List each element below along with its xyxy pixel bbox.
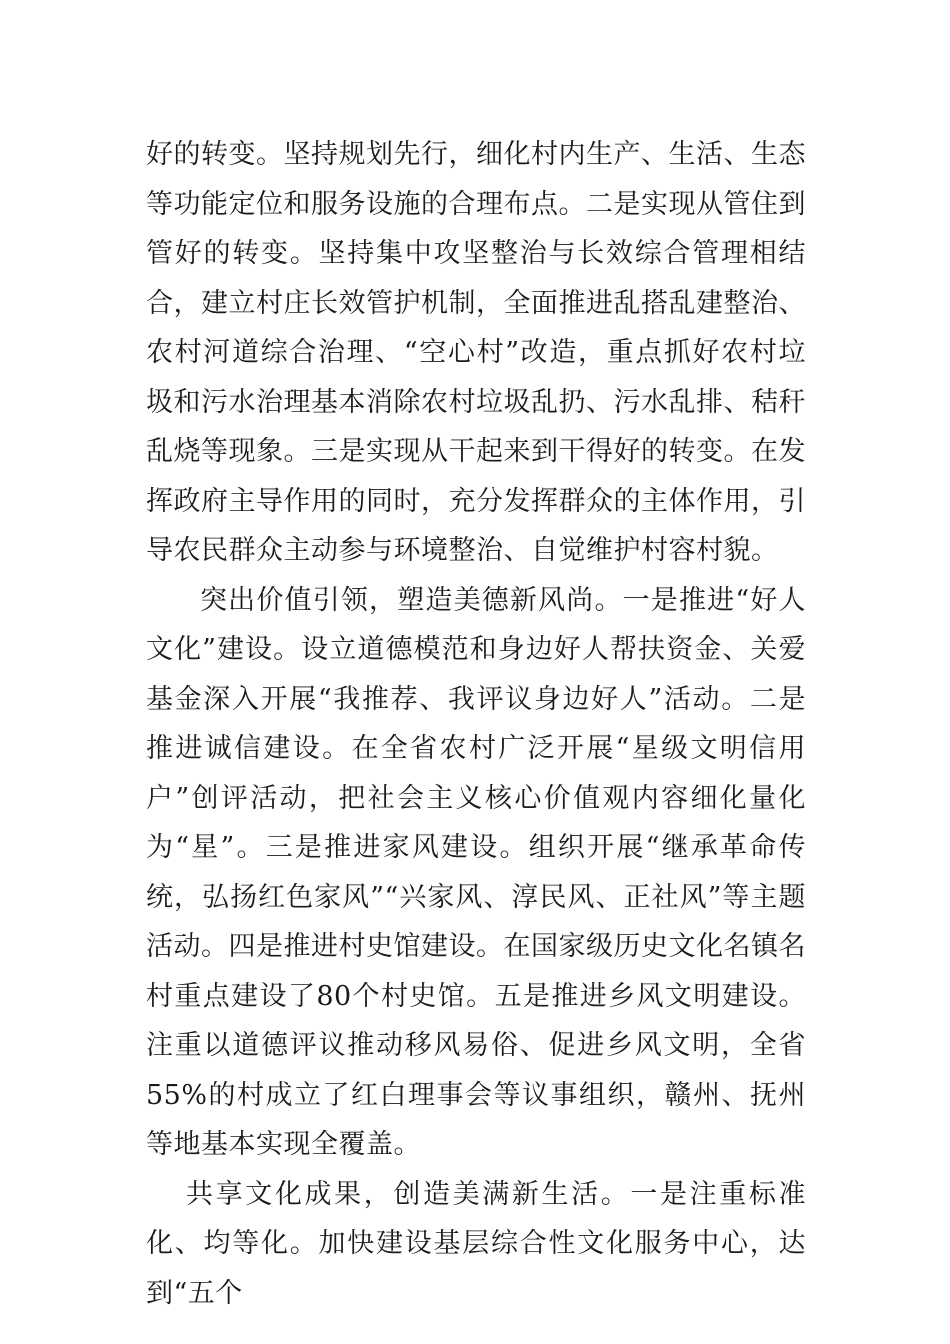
paragraph-1: 好的转变。坚持规划先行，细化村内生产、生活、生态等功能定位和服务设施的合理布点。二是实现从管住到管好的转变。坚持集中攻坚整治与长效综合管理相结合，建立村庄长效管护机制，全面推进乱搭乱建整治、农村河道综合治理、“空心村”改造，重点抓好农村垃圾和污水治理基本消除农村垃圾乱扔、污水乱排、秸秆乱烧等现象。三是实现从干起来到干得好的转变。在发挥政府主导作用的同时，充分发挥群众的主体作用，引导农民群众主动参与环境整治、自觉维护村容村貌。 — [146, 139, 806, 566]
document-body — [146, 130, 806, 1318]
paragraph-2: 突出价值引领，塑造美德新风尚。一是推进“好人文化”建设。设立道德模范和身边好人帮扶资金、关爱基金深入开展“我推荐、我评议身边好人”活动。二是推进诚信建设。在全省农村广泛开展“星级文明信用户”创评活动，把社会主义核心价值观内容细化量化为“星”。三是推进家风建设。组织开展“继承革命传统，弘扬红色家风”“兴家风、淳民风、正社风”等主题活动。四是推进村史馆建设。在国家级历史文化名镇名村重点建设了80个村史馆。五是推进乡风文明建设。注重以道德评议推动移风易俗、促进乡风文明，全省55%的村成立了红白理事会等议事组织，赣州、抚州等地基本实现全覆盖。 — [146, 584, 806, 1160]
paragraph-3: 共享文化成果，创造美满新生活。一是注重标准化、均等化。加快建设基层综合性文化服务中心，达到“五个 — [146, 1178, 806, 1309]
